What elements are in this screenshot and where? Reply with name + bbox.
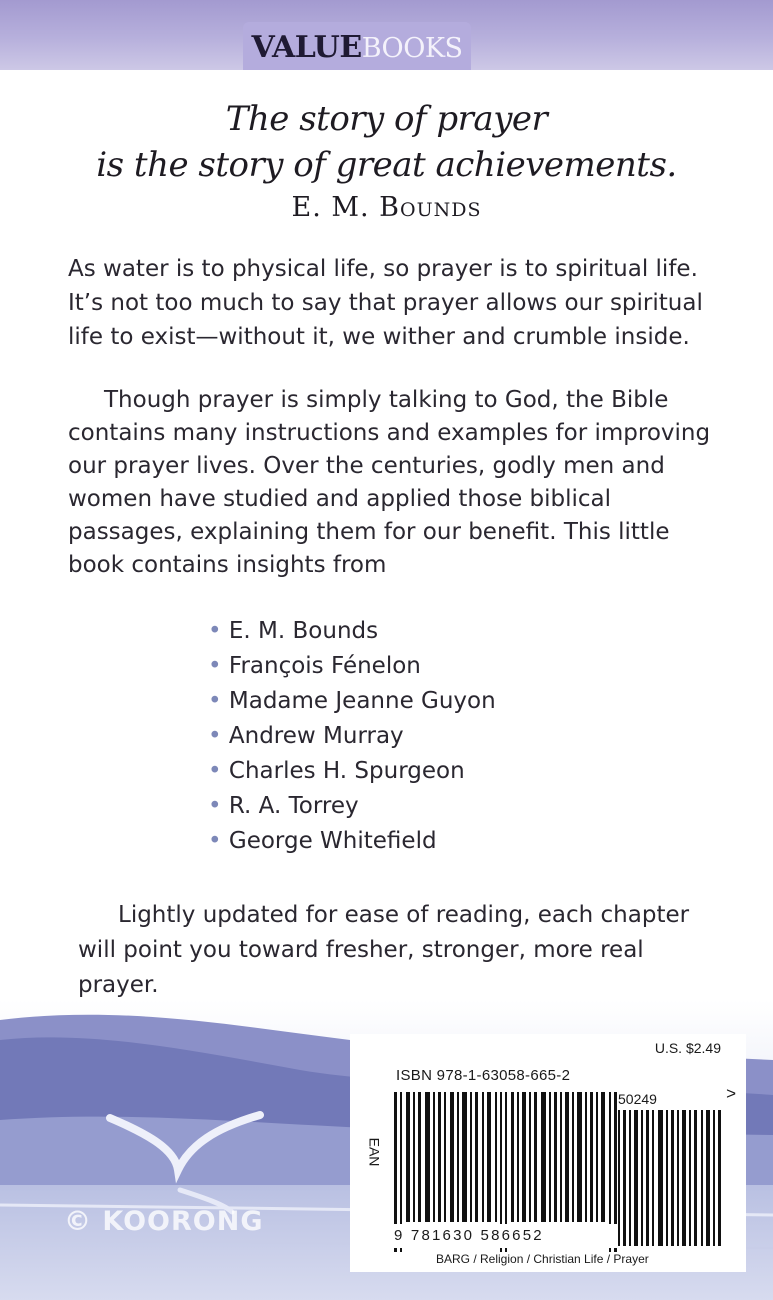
list-item: • R. A. Torrey xyxy=(208,789,496,824)
watermark: © KOORONG xyxy=(64,1206,264,1237)
body-paragraph-1: As water is to physical life, so prayer is to spiritual life. It’s not too much to say that prayer allows our spiritual life to exist—without it, we wither and crumble inside. xyxy=(68,256,703,350)
logo-word-value: VALUE xyxy=(251,30,362,65)
category-label: BARG / Religion / Christian Life / Prayer xyxy=(436,1252,649,1266)
publisher-logo xyxy=(243,22,471,70)
author-list xyxy=(208,614,496,859)
epigraph-quote xyxy=(0,96,773,228)
barcode-sticker xyxy=(350,1034,746,1272)
addon-price-code: 50249 xyxy=(618,1091,657,1107)
quote-author: E. M. Bounds xyxy=(291,192,482,223)
list-item: • François Fénelon xyxy=(208,649,496,684)
quote-line-2: is the story of great achievements. xyxy=(96,145,677,185)
ean-label: EAN xyxy=(366,1137,383,1167)
barcode-digits: 9 781630 586652 xyxy=(394,1224,620,1248)
list-item: • Andrew Murray xyxy=(208,719,496,754)
chevron-right-icon: > xyxy=(726,1084,736,1103)
addon-barcode xyxy=(618,1110,726,1246)
price-label: U.S. $2.49 xyxy=(654,1040,721,1056)
list-item: • Madame Jeanne Guyon xyxy=(208,684,496,719)
list-item: • E. M. Bounds xyxy=(208,614,496,649)
logo-word-books: BOOKS xyxy=(361,33,463,64)
list-item: • George Whitefield xyxy=(208,824,496,859)
body-paragraph-3: Lightly updated for ease of reading, each chapter will point you toward fresher, stronger, more real prayer. xyxy=(78,902,690,998)
list-item: • Charles H. Spurgeon xyxy=(208,754,496,789)
quote-line-1: The story of prayer xyxy=(225,99,548,139)
isbn-label: ISBN 978-1-63058-665-2 xyxy=(396,1067,571,1084)
body-paragraph-2: Though prayer is simply talking to God, the Bible contains many instructions and examples for improving our prayer lives. Over the centuries, godly men and women have studied and applied those biblical passages, explaining them for our benefit. This little book contains insights from xyxy=(68,387,711,578)
